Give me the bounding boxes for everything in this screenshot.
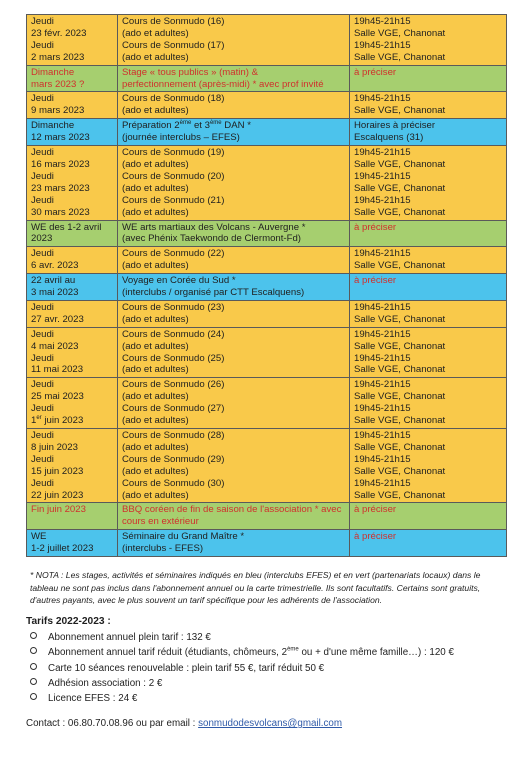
schedule-cell-activity [118,146,350,220]
cell-text: 23 févr. 2023 [31,27,87,39]
cell-text: Cours de Sonmudo (27) [122,403,225,415]
cell-text: (ado et adultes) [122,182,189,194]
cell-text: (ado et adultes) [122,158,189,170]
cell-text: mars 2023 ? [31,78,85,90]
cell-text: Cours de Sonmudo (24) [122,328,225,340]
cell-text: 1er juin 2023 [31,414,84,427]
schedule-cell-date [27,146,118,220]
tarif-item: Abonnement annuel plein tarif : 132 € [30,630,512,645]
cell-text: 12 mars 2023 [31,132,90,144]
schedule-cell-date [27,247,118,274]
schedule-row [27,503,507,530]
schedule-cell-place [350,15,507,66]
schedule-cell-activity [118,92,350,119]
schedule-cell-date [27,65,118,92]
cell-text: 19h45-21h15 [354,39,411,51]
cell-text: Salle VGE, Chanonat [354,105,446,117]
cell-text: Cours de Sonmudo (18) [122,93,225,105]
cell-text: Salle VGE, Chanonat [354,391,446,403]
schedule-row [27,300,507,327]
cell-text: Jeudi [31,301,54,313]
schedule-row [27,119,507,146]
cell-text: Jeudi [31,248,54,260]
cell-text: 6 avr. 2023 [31,260,79,272]
cell-text: (ado et adultes) [122,313,189,325]
schedule-cell-activity [118,378,350,429]
cell-text: (interclubs / organisé par CTT Escalquens) [122,287,305,299]
cell-text: Jeudi [31,16,54,27]
cell-text: Dimanche [31,120,75,132]
schedule-cell-place [350,220,507,247]
cell-text: à préciser [354,531,397,543]
cell-text: 19h45-21h15 [354,248,411,260]
cell-text: 22 avril au [31,275,76,287]
schedule-row [27,15,507,66]
cell-text: 19h45-21h15 [354,430,411,441]
schedule-cell-date [27,92,118,119]
schedule-cell-activity [118,247,350,274]
schedule-cell-date [27,274,118,301]
cell-text: (ado et adultes) [122,340,189,352]
schedule-cell-place [350,119,507,146]
cell-text: (ado et adultes) [122,27,189,39]
cell-text: Jeudi [31,453,54,465]
cell-text: Jeudi [31,328,54,340]
schedule-cell-place [350,247,507,274]
cell-text: 2023 [31,233,53,245]
cell-text: (ado et adultes) [122,206,189,218]
schedule-cell-date [27,220,118,247]
cell-text: BBQ coréen de fin de saison de l'association * avec [122,504,342,516]
cell-text: Cours de Sonmudo (23) [122,301,225,313]
cell-text: Préparation 2ème et 3ème DAN * [122,120,251,132]
schedule-cell-date [27,15,118,66]
cell-text: à préciser [354,275,397,287]
cell-text: 8 juin 2023 [31,441,78,453]
cell-text: cours en extérieur [122,516,199,528]
cell-text: WE des 1-2 avril [31,221,102,233]
cell-text: 19h45-21h15 [354,453,411,465]
cell-text: (ado et adultes) [122,415,189,427]
tarifs-title: Tarifs 2022-2023 : [26,615,111,627]
cell-text: Cours de Sonmudo (20) [122,170,225,182]
document-page [26,14,512,729]
cell-text: Jeudi [31,352,54,364]
schedule-body [27,15,507,557]
schedule-cell-date [27,503,118,530]
cell-text: (avec Phénix Taekwondo de Clermont-Fd) [122,233,301,245]
cell-text: 19h45-21h15 [354,16,411,27]
cell-text: Salle VGE, Chanonat [354,51,446,63]
cell-text: Jeudi [31,379,54,391]
cell-text: 11 mai 2023 [31,364,84,376]
cell-text: Cours de Sonmudo (19) [122,147,225,159]
cell-text: Cours de Sonmudo (30) [122,477,225,489]
cell-text: perfectionnement (après-midi) * avec prof invité [122,78,324,90]
cell-text: Salle VGE, Chanonat [354,158,446,170]
bullet-icon [30,647,37,654]
cell-text: Salle VGE, Chanonat [354,489,446,501]
cell-text: 25 mai 2023 [31,391,84,403]
cell-text: (ado et adultes) [122,441,189,453]
cell-text: 4 mai 2023 [31,340,79,352]
schedule-cell-activity [118,503,350,530]
cell-text: Salle VGE, Chanonat [354,441,446,453]
schedule-cell-place [350,378,507,429]
cell-text: 22 juin 2023 [31,489,84,501]
cell-text: Salle VGE, Chanonat [354,465,446,477]
schedule-cell-activity [118,274,350,301]
cell-text: Salle VGE, Chanonat [354,260,446,272]
schedule-cell-date [27,327,118,378]
cell-text: Salle VGE, Chanonat [354,340,446,352]
schedule-row [27,220,507,247]
bullet-icon [30,693,37,700]
bullet-icon [30,663,37,670]
schedule-cell-date [27,119,118,146]
cell-text: Salle VGE, Chanonat [354,415,446,427]
cell-text: (journée interclubs – EFES) [122,132,240,144]
cell-text: Stage « tous publics » (matin) & [122,66,258,78]
schedule-row [27,429,507,503]
cell-text: Jeudi [31,93,54,105]
cell-text: Cours de Sonmudo (22) [122,248,225,260]
schedule-row [27,530,507,557]
schedule-cell-activity [118,15,350,66]
cell-text: 19h45-21h15 [354,403,411,415]
schedule-cell-place [350,146,507,220]
schedule-row [27,274,507,301]
cell-text: 19h45-21h15 [354,301,411,313]
cell-text: 30 mars 2023 [31,206,90,218]
cell-text: (ado et adultes) [122,465,189,477]
cell-text: 9 mars 2023 [31,105,85,117]
cell-text: Cours de Sonmudo (16) [122,16,225,27]
cell-text: Jeudi [31,403,54,415]
schedule-cell-place [350,65,507,92]
cell-text: (ado et adultes) [122,105,189,117]
nota-paragraph: * NOTA : Les stages, activités et séminaires indiqués en bleu (interclubs EFES) et en vert (partenariats locaux) dans le tableau ne sont pas inclus dans l'abonnement annuel ou la carte trimestrielle. Ils sont facultatifs. Certains sont gratuits, d'autres payants, avec le plus souvent un tarif spécifique pour les adhérents de l'association. [30,570,481,606]
schedule-row [27,146,507,220]
bullet-icon [30,678,37,685]
schedule-row [27,378,507,429]
schedule-cell-date [27,300,118,327]
cell-text: 16 mars 2023 [31,158,90,170]
schedule-table [26,14,507,557]
cell-text: 19h45-21h15 [354,93,411,105]
tarif-item: Adhésion association : 2 € [30,676,512,691]
schedule-cell-place [350,327,507,378]
schedule-cell-activity [118,429,350,503]
cell-text: 3 mai 2023 [31,287,79,299]
cell-text: 19h45-21h15 [354,328,411,340]
schedule-cell-activity [118,220,350,247]
schedule-cell-activity [118,530,350,557]
cell-text: (ado et adultes) [122,391,189,403]
cell-text: WE arts martiaux des Volcans - Auvergne * [122,221,306,233]
cell-text: Jeudi [31,170,54,182]
cell-text: Cours de Sonmudo (29) [122,453,225,465]
cell-text: Cours de Sonmudo (21) [122,194,225,206]
cell-text: Jeudi [31,194,54,206]
cell-text: à préciser [354,66,397,78]
cell-text: Séminaire du Grand Maître * [122,531,245,543]
cell-text: 27 avr. 2023 [31,313,84,325]
tarif-item: Abonnement annuel tarif réduit (étudiants, chômeurs, 2ème ou + d'une même famille…) : 120 € [30,645,512,660]
cell-text: Cours de Sonmudo (17) [122,39,225,51]
schedule-cell-activity [118,65,350,92]
cell-text: (ado et adultes) [122,260,189,272]
cell-text: 19h45-21h15 [354,379,411,391]
schedule-cell-place [350,92,507,119]
schedule-cell-place [350,530,507,557]
schedule-cell-activity [118,327,350,378]
tarifs-list [30,630,512,707]
cell-text: à préciser [354,504,397,516]
cell-text: 1-2 juillet 2023 [31,543,94,555]
cell-text: WE [31,531,47,543]
cell-text: 19h45-21h15 [354,477,411,489]
schedule-cell-date [27,530,118,557]
tarif-item: Licence EFES : 24 € [30,691,512,706]
cell-text: Escalquens (31) [354,132,424,144]
cell-text: Jeudi [31,430,54,441]
cell-text: 2 mars 2023 [31,51,85,63]
schedule-cell-place [350,503,507,530]
cell-text: Jeudi [31,147,54,159]
cell-text: Voyage en Corée du Sud * [122,275,236,287]
cell-text: (ado et adultes) [122,51,189,63]
cell-text: Horaires à préciser [354,120,436,132]
cell-text: Jeudi [31,39,54,51]
schedule-cell-date [27,378,118,429]
contact-label: Contact : 06.80.70.08.96 ou par email : [26,717,199,729]
cell-text: Salle VGE, Chanonat [354,206,446,218]
tarif-item: Carte 10 séances renouvelable : plein tarif 55 €, tarif réduit 50 € [30,661,512,676]
schedule-row [27,92,507,119]
schedule-row [27,247,507,274]
cell-text: 15 juin 2023 [31,465,84,477]
cell-text: Salle VGE, Chanonat [354,313,446,325]
schedule-row [27,65,507,92]
schedule-cell-place [350,274,507,301]
schedule-cell-place [350,429,507,503]
cell-text: Salle VGE, Chanonat [354,182,446,194]
cell-text: Salle VGE, Chanonat [354,364,446,376]
cell-text: Fin juin 2023 [31,504,86,516]
cell-text: à préciser [354,221,397,233]
contact-line [26,718,512,729]
cell-text: 19h45-21h15 [354,170,411,182]
cell-text: Salle VGE, Chanonat [354,27,446,39]
cell-text: (ado et adultes) [122,489,189,501]
schedule-cell-place [350,300,507,327]
cell-text: Dimanche [31,66,75,78]
cell-text: Cours de Sonmudo (28) [122,430,225,441]
schedule-row [27,327,507,378]
cell-text: 19h45-21h15 [354,147,411,159]
cell-text: Cours de Sonmudo (26) [122,379,225,391]
cell-text: 19h45-21h15 [354,194,411,206]
contact-email-link[interactable]: sonmudodesvolcans@gmail.com [198,717,343,729]
schedule-cell-activity [118,300,350,327]
cell-text: (interclubs - EFES) [122,543,204,555]
cell-text: 23 mars 2023 [31,182,90,194]
schedule-cell-activity [118,119,350,146]
cell-text: 19h45-21h15 [354,352,411,364]
schedule-cell-date [27,429,118,503]
cell-text: (ado et adultes) [122,364,189,376]
cell-text: Jeudi [31,477,54,489]
bullet-icon [30,632,37,639]
cell-text: Cours de Sonmudo (25) [122,352,225,364]
